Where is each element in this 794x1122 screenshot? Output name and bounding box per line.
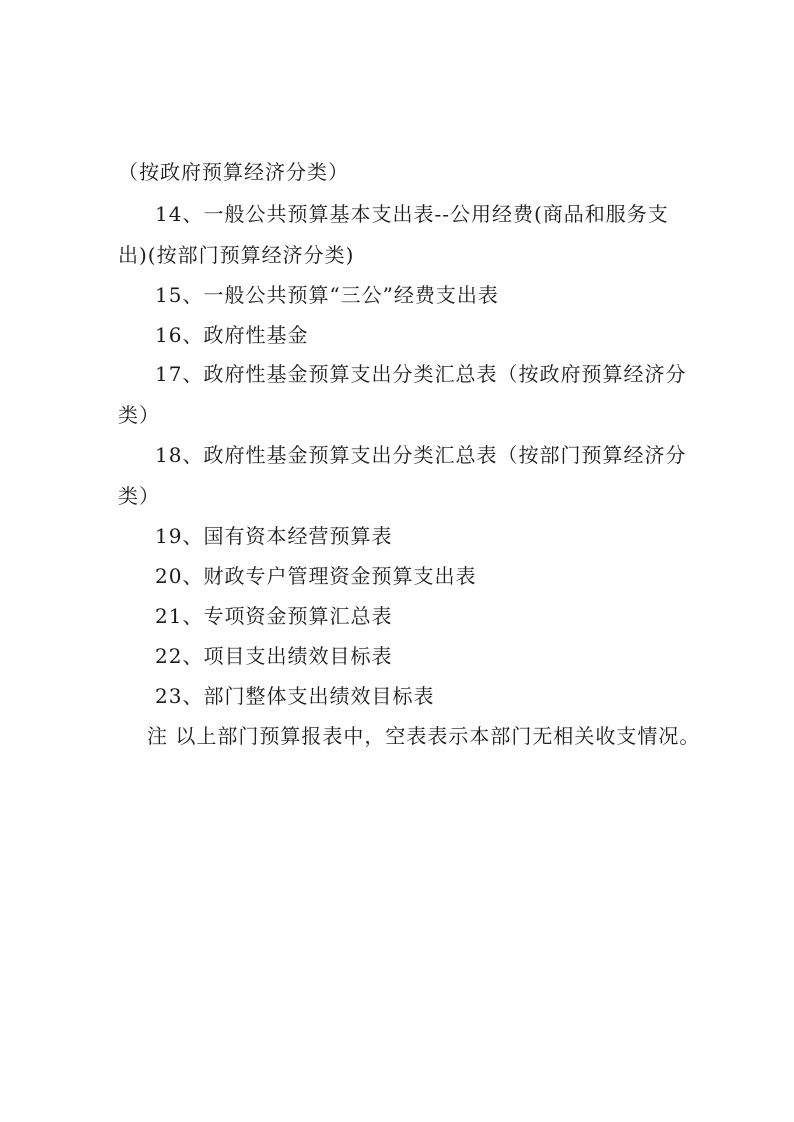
text-line: 15、一般公共预算“三公”经费支出表 [155,283,499,307]
text-line: 类） [118,403,160,427]
text-line: 17、政府性基金预算支出分类汇总表（按政府预算经济分 [155,362,687,386]
text-line: 18、政府性基金预算支出分类汇总表（按部门预算经济分 [155,443,687,467]
text-line: 14、一般公共预算基本支出表--公用经费(商品和服务支 [155,202,669,226]
text-line: 19、国有资本经营预算表 [155,524,393,548]
text-line: 22、项目支出绩效目标表 [155,644,393,668]
text-line: （按政府预算经济分类） [118,160,349,184]
text-line: 16、政府性基金 [155,323,309,347]
note-line: 注 以上部门预算报表中，空表表示本部门无相关收支情况。 [147,724,701,748]
text-line: 20、财政专户管理资金预算支出表 [155,564,477,588]
text-line: 23、部门整体支出绩效目标表 [155,684,435,708]
text-line: 类） [118,484,160,508]
text-line: 出)(按部门预算经济分类) [118,243,355,267]
text-line: 21、专项资金预算汇总表 [155,604,393,628]
